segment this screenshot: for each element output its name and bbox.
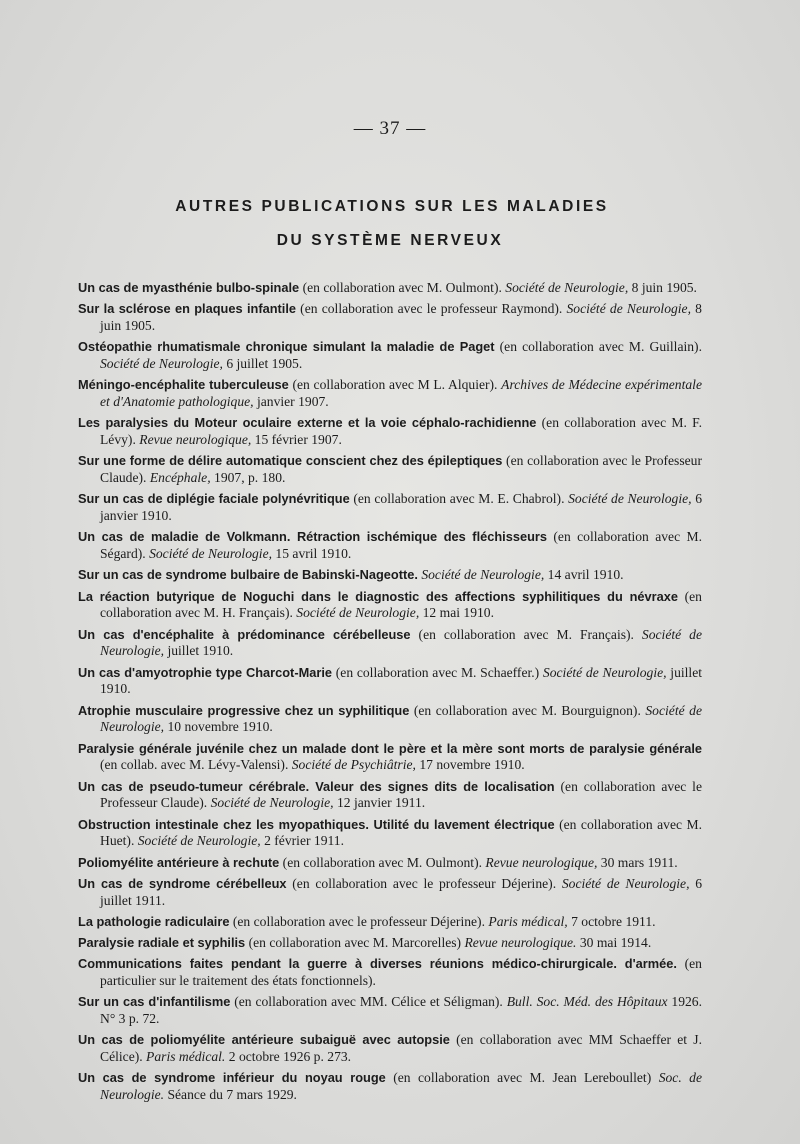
publication-title: Sur un cas de syndrome bulbaire de Babinski-Nageotte. bbox=[78, 567, 418, 583]
publication-detail: (en collaboration avec MM. Célice et Séligman). bbox=[230, 994, 507, 1010]
publication-venue: Société de Neurologie, bbox=[210, 795, 334, 811]
publication-detail: (en collaboration avec M. Jean Lereboullet) bbox=[385, 1070, 659, 1086]
publication-entry bbox=[78, 994, 702, 1027]
publication-title: Sur un cas de diplégie faciale polynévritique bbox=[78, 491, 350, 507]
publication-entry bbox=[78, 377, 702, 410]
publication-detail: (en collaboration avec M. Oulmont). bbox=[279, 854, 486, 870]
publication-entry bbox=[78, 627, 702, 660]
publication-venue: Société de Neurologie, bbox=[561, 875, 690, 891]
publication-entry bbox=[78, 703, 702, 736]
publication-date: 1926. N° 3 p. 72. bbox=[100, 994, 703, 1027]
publication-entry bbox=[78, 301, 702, 334]
publication-venue: Revue neurologique. bbox=[464, 935, 577, 951]
publication-date: Séance du 7 mars 1929. bbox=[164, 1087, 297, 1103]
publication-detail: (en collaboration avec le Professeur Claude). bbox=[100, 778, 702, 811]
publication-title: Paralysie générale juvénile chez un malade dont le père et la mère sont morts de paralysie générale bbox=[78, 740, 702, 756]
publication-title: Sur la sclérose en plaques infantile bbox=[78, 301, 296, 317]
section-heading-line1: AUTRES PUBLICATIONS SUR LES MALADIES bbox=[175, 198, 609, 215]
section-heading-line2: DU SYSTÈME NERVEUX bbox=[276, 232, 504, 249]
publication-date: 8 juin 1905. bbox=[100, 301, 702, 333]
publication-detail: (en collaboration avec M. F. Lévy). bbox=[100, 415, 702, 447]
publication-title: La pathologie radiculaire bbox=[78, 913, 230, 929]
publication-detail: (en collaboration avec le professeur Raymond). bbox=[296, 301, 567, 317]
publication-title: Communications faites pendant la guerre à diverses réunions médico-chirurgicale. d'armée. bbox=[78, 956, 677, 972]
publication-title: Un cas de poliomyélite antérieure subaiguë avec autopsie bbox=[78, 1032, 450, 1048]
publication-venue: Revue neurologique, bbox=[485, 854, 598, 870]
publication-entry bbox=[78, 855, 702, 872]
publication-title: Atrophie musculaire progressive chez un syphilitique bbox=[78, 702, 410, 718]
publication-title: Un cas d'encéphalite à prédominance cérébelleuse bbox=[78, 626, 411, 642]
publication-venue: Société de Neurologie, bbox=[100, 702, 702, 735]
publication-detail: (en collaboration avec MM Schaeffer et J. Célice). bbox=[100, 1032, 702, 1065]
publication-date: 14 avril 1910. bbox=[544, 567, 624, 583]
publication-entry bbox=[78, 491, 702, 524]
publication-title: Sur un cas d'infantilisme bbox=[78, 994, 231, 1010]
publication-entry bbox=[78, 280, 702, 297]
publication-venue: Société de Neurologie, bbox=[296, 605, 420, 621]
publication-venue: Encéphale, bbox=[149, 470, 211, 485]
publication-venue: Société de Neurologie, bbox=[505, 280, 629, 295]
publication-date: 30 mars 1911. bbox=[597, 854, 678, 870]
publication-title: Un cas de myasthénie bulbo-spinale bbox=[78, 280, 300, 295]
publication-detail: (en collaboration avec M. Oulmont). bbox=[299, 280, 506, 295]
publication-detail: (en particulier sur le traitement des états fonctionnels). bbox=[100, 956, 702, 989]
publication-detail: (en collaboration avec M. Huet). bbox=[100, 816, 702, 849]
publication-entry bbox=[78, 1070, 702, 1103]
publication-date: 2 octobre 1926 p. 273. bbox=[225, 1049, 352, 1065]
publication-title: Paralysie radiale et syphilis bbox=[78, 935, 246, 951]
publication-venue: Société de Neurologie, bbox=[542, 664, 667, 680]
publication-title: Un cas de maladie de Volkmann. Rétraction ischémique des fléchisseurs bbox=[78, 529, 547, 545]
publication-venue: Société de Neurologie, bbox=[421, 567, 545, 583]
publication-detail: (en collaboration avec M. Marcorelles) bbox=[245, 935, 465, 951]
publication-title: Un cas de pseudo-tumeur cérébrale. Valeur des signes dits de localisation bbox=[78, 778, 555, 794]
publication-detail: (en collab. avec M. Lévy-Valensi). bbox=[100, 757, 292, 773]
publication-detail: (en collaboration avec M. Bourguignon). bbox=[409, 702, 646, 718]
publication-entry bbox=[78, 876, 702, 909]
publication-date: 15 avril 1910. bbox=[272, 546, 352, 561]
publication-title: Poliomyélite antérieure à rechute bbox=[78, 854, 280, 870]
publication-entry bbox=[78, 339, 702, 372]
publication-detail: (en collaboration avec M. Français). bbox=[410, 626, 642, 642]
publication-date: 7 octobre 1911. bbox=[567, 913, 656, 929]
publication-venue: Société de Neurologie, bbox=[100, 356, 223, 371]
publication-entry bbox=[78, 817, 702, 850]
publication-venue: Revue neurologique, bbox=[139, 432, 252, 447]
publication-entry bbox=[78, 567, 702, 584]
publication-date: 6 janvier 1910. bbox=[100, 491, 703, 523]
publication-detail: (en collaboration avec le professeur Déjerine). bbox=[229, 913, 489, 929]
publication-date: 8 juin 1905. bbox=[628, 280, 697, 295]
publication-detail: (en collaboration avec le professeur Déjerine). bbox=[286, 875, 562, 891]
publication-entry bbox=[78, 741, 702, 774]
publication-date: janvier 1907. bbox=[253, 394, 329, 409]
publication-title: Un cas de syndrome inférieur du noyau rouge bbox=[78, 1070, 386, 1086]
publication-date: 12 janvier 1911. bbox=[333, 795, 426, 811]
publication-title: Sur une forme de délire automatique conscient chez des épileptiques bbox=[78, 453, 503, 469]
publication-entry bbox=[78, 589, 702, 622]
publication-detail: (en collaboration avec M. E. Chabrol). bbox=[349, 491, 569, 507]
publication-date: 15 février 1907. bbox=[251, 432, 342, 447]
publication-list bbox=[78, 280, 702, 1104]
publication-detail: (en collaboration avec M L. Alquier). bbox=[288, 377, 502, 393]
page-number: — 37 — bbox=[353, 118, 427, 139]
publication-entry bbox=[78, 935, 702, 952]
publication-date: 30 mai 1914. bbox=[576, 935, 652, 951]
publication-entry bbox=[78, 1032, 702, 1065]
publication-date: juillet 1910. bbox=[164, 643, 234, 659]
publication-title: Les paralysies du Moteur oculaire externe et la voie céphalo-rachidienne bbox=[78, 415, 537, 431]
publication-date: 12 mai 1910. bbox=[419, 605, 494, 621]
publication-title: Obstruction intestinale chez les myopathiques. Utilité du lavement électrique bbox=[78, 816, 555, 832]
publication-title: Un cas d'amyotrophie type Charcot-Marie bbox=[78, 664, 333, 680]
publication-date: 17 novembre 1910. bbox=[415, 757, 525, 773]
publication-detail: (en collaboration avec M. Schaeffer.) bbox=[332, 664, 543, 680]
publication-venue: Société de Neurologie, bbox=[566, 301, 691, 317]
publication-venue: Société de Neurologie, bbox=[137, 833, 261, 849]
publication-venue: Société de Neurologie, bbox=[149, 546, 273, 561]
publication-entry bbox=[78, 453, 702, 486]
publication-entry bbox=[78, 529, 702, 562]
publication-venue: Société de Neurologie, bbox=[568, 491, 692, 507]
publication-date: 1907, p. 180. bbox=[210, 470, 286, 485]
publication-date: juillet 1910. bbox=[100, 664, 703, 697]
publication-title: Un cas de syndrome cérébelleux bbox=[78, 875, 287, 891]
publication-entry bbox=[78, 779, 702, 812]
publication-entry bbox=[78, 914, 702, 931]
publication-entry bbox=[78, 956, 702, 989]
publication-title: Méningo-encéphalite tuberculeuse bbox=[78, 377, 289, 393]
publication-title: Ostéopathie rhumatismale chronique simulant la maladie de Paget bbox=[78, 339, 495, 355]
publication-venue: Archives de Médecine expérimentale et d'Anatomie pathologique, bbox=[100, 377, 702, 409]
publication-venue: Société de Neurologie, bbox=[100, 626, 702, 659]
publication-detail: (en collaboration avec M. Ségard). bbox=[100, 529, 702, 561]
publication-date: 6 juillet 1905. bbox=[222, 356, 303, 371]
publication-date: 10 novembre 1910. bbox=[164, 719, 273, 735]
publication-entry bbox=[78, 665, 702, 698]
publication-detail: (en collaboration avec M. H. Français). bbox=[100, 588, 702, 621]
publication-entry bbox=[78, 415, 702, 448]
publication-detail: (en collaboration avec M. Guillain). bbox=[494, 339, 702, 355]
publication-venue: Bull. Soc. Méd. des Hôpitaux bbox=[506, 994, 668, 1010]
publication-venue: Soc. de Neurologie. bbox=[100, 1070, 702, 1103]
publication-date: 2 février 1911. bbox=[260, 833, 344, 849]
publication-title: La réaction butyrique de Noguchi dans le diagnostic des affections syphilitiques du névraxe bbox=[78, 588, 678, 604]
publication-detail: (en collaboration avec le Professeur Claude). bbox=[100, 453, 702, 485]
publication-venue: Paris médical, bbox=[488, 913, 568, 929]
publication-venue: Paris médical. bbox=[146, 1049, 226, 1065]
publication-date: 6 juillet 1911. bbox=[100, 875, 703, 908]
publication-venue: Société de Psychiâtrie, bbox=[291, 757, 416, 773]
